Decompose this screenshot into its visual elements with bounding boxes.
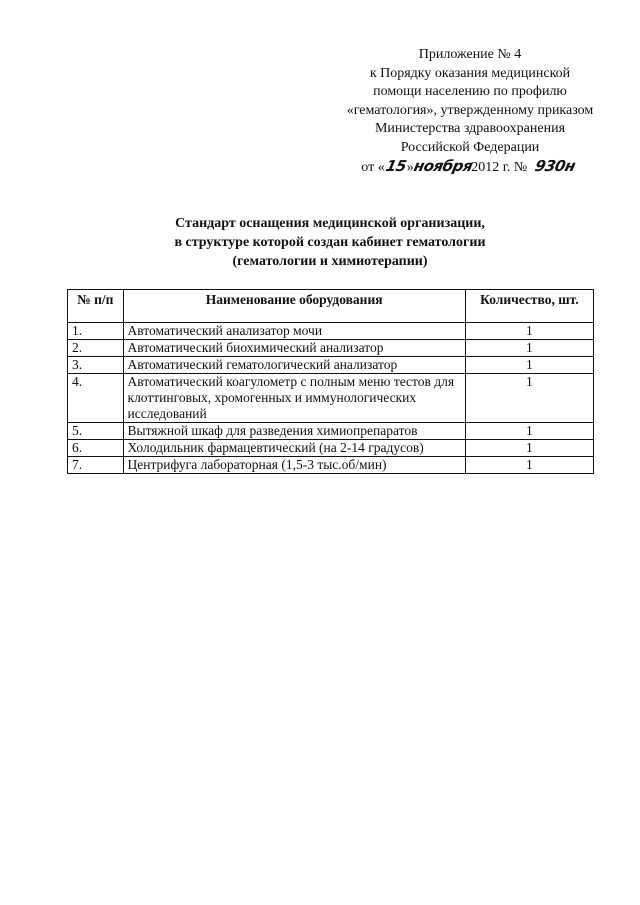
row-number: 5. xyxy=(68,423,124,440)
handwritten-month: ноября xyxy=(411,157,474,175)
header-quantity: Количество, шт. xyxy=(465,290,593,323)
date-prefix: от « xyxy=(361,160,385,175)
appendix-line: Министерства здравоохранения xyxy=(374,121,566,136)
appendix-title: Приложение № 4 xyxy=(418,47,522,62)
row-quantity: 1 xyxy=(465,374,593,423)
handwritten-order-number: 930н xyxy=(533,157,577,175)
row-equipment-name: Автоматический гематологический анализатор xyxy=(123,357,465,374)
row-equipment-name: Холодильник фармацевтический (на 2-14 градусов) xyxy=(123,440,465,457)
appendix-line: к Порядку оказания медицинской xyxy=(369,65,571,81)
row-number: 6. xyxy=(68,440,124,457)
title-line: (гематологии и химиотерапии) xyxy=(232,254,428,269)
row-number: 1. xyxy=(68,323,124,340)
header-equipment-name: Наименование оборудования xyxy=(123,290,465,323)
appendix-line: «гематология», утвержденному приказом xyxy=(346,102,594,118)
table-row xyxy=(68,457,594,474)
date-quote-close: » xyxy=(406,160,414,175)
appendix-block xyxy=(330,46,610,178)
row-equipment-name: Вытяжной шкаф для разведения химиопрепаратов xyxy=(123,423,465,440)
table-row xyxy=(68,357,594,374)
order-date-line xyxy=(330,157,610,178)
date-year: 2012 г. № xyxy=(471,160,528,175)
table-row xyxy=(68,440,594,457)
row-number: 2. xyxy=(68,340,124,357)
appendix-line: Российской Федерации xyxy=(400,139,540,155)
row-number: 7. xyxy=(68,457,124,474)
row-quantity: 1 xyxy=(465,357,593,374)
row-quantity: 1 xyxy=(465,423,593,440)
row-number: 3. xyxy=(68,357,124,374)
row-equipment-name: Центрифуга лабораторная (1,5-3 тыс.об/мин) xyxy=(123,457,465,474)
header-number: № п/п xyxy=(68,290,124,323)
table-row xyxy=(68,423,594,440)
appendix-line: помощи населению по профилю xyxy=(373,84,567,99)
table-header-row xyxy=(68,290,594,323)
row-equipment-name: Автоматический анализатор мочи xyxy=(123,323,465,340)
row-equipment-name: Автоматический биохимический анализатор xyxy=(123,340,465,357)
equipment-table xyxy=(67,289,594,474)
table-row xyxy=(68,374,594,423)
row-equipment-name: Автоматический коагулометр с полным меню тестов для клоттинговых, хромогенных и иммунологических исследований xyxy=(123,374,465,423)
row-quantity: 1 xyxy=(465,323,593,340)
table-row xyxy=(68,340,594,357)
handwritten-day: 15 xyxy=(383,157,408,175)
document-title xyxy=(130,214,530,271)
title-line: в структуре которой создан кабинет гематологии xyxy=(174,235,486,250)
title-line: Стандарт оснащения медицинской организации, xyxy=(175,216,485,231)
table-row xyxy=(68,323,594,340)
row-quantity: 1 xyxy=(465,340,593,357)
row-quantity: 1 xyxy=(465,457,593,474)
row-number: 4. xyxy=(68,374,124,423)
row-quantity: 1 xyxy=(465,440,593,457)
